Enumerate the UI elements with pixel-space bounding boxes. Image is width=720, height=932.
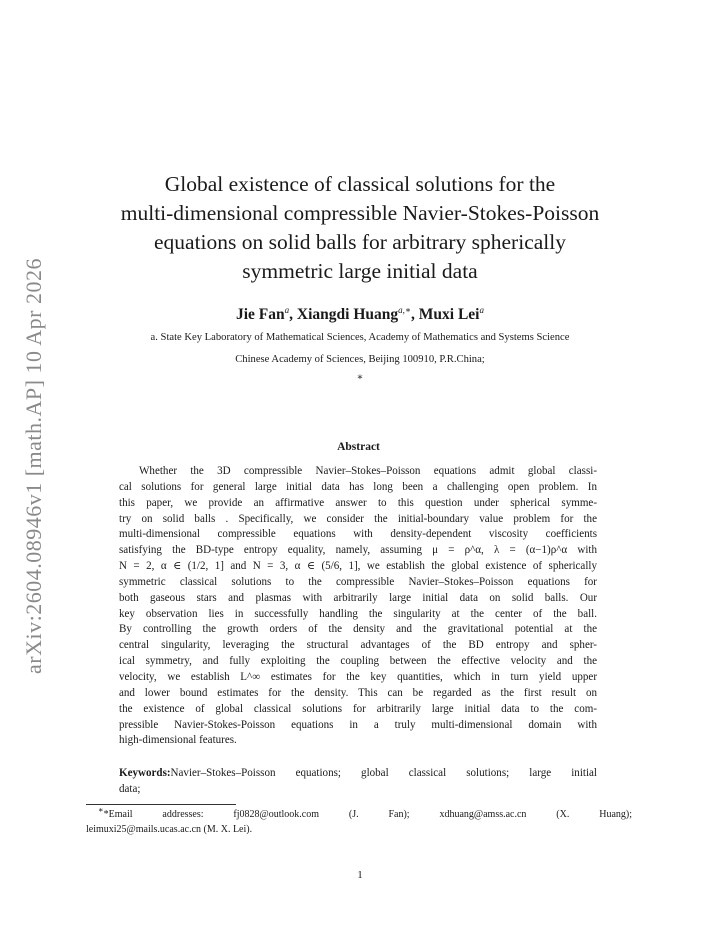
title-line: multi-dimensional compressible Navier-Stokes-Poisson: [120, 201, 600, 225]
arxiv-identifier: arXiv:2604.08946v1 [math.AP] 10 Apr 2026: [21, 258, 46, 674]
footnote-mark: ∗: [98, 805, 104, 815]
footnote-line: leimuxi25@mails.ucas.ac.cn (M. X. Lei).: [86, 823, 253, 835]
affiliation-line: a. State Key Laboratory of Mathematical Sciences, Academy of Mathematics and Systems Science: [150, 332, 570, 343]
paper-title: [80, 170, 640, 286]
abstract-line: try on solid balls . Specifically, we consider the initial-boundary value problem for the: [119, 512, 597, 525]
footnote-email-text: *Email addresses: fj0828@outlook.com (J. Fan); xdhuang@amss.ac.cn (X. Huang);: [103, 809, 632, 820]
abstract-line: both gaseous stars and plasmas with arbitrarily large initial data on solid balls. Our: [119, 591, 597, 604]
abstract-line: velocity, we establish L^∞ estimates for the key quantities, which in turn yield upper: [119, 670, 597, 683]
abstract-line: multi-dimensional compressible equations with density-dependent viscosity coefficients: [119, 528, 597, 541]
abstract-line: high-dimensional features.: [119, 734, 237, 747]
abstract-line: By controlling the growth orders of the density and the gravitational potential at the: [119, 623, 597, 636]
abstract-line: the existence of global classical solutions for arbitrarily large initial data to the com-: [119, 702, 597, 715]
author-list: [80, 306, 640, 324]
author-affil-mark: a: [284, 304, 290, 315]
abstract-line: this paper, we provide an affirmative answer to this question under spherical symme-: [119, 496, 597, 509]
abstract-heading: Abstract: [337, 441, 380, 453]
keywords-line: data;: [119, 782, 141, 795]
abstract-line: pressible Navier-Stokes-Poisson equations in a truly multi-dimensional domain with: [119, 718, 597, 731]
author-name: Muxi Lei: [418, 306, 480, 323]
abstract-body: [119, 464, 597, 749]
abstract-line: Whether the 3D compressible Navier–Stokes–Poisson equations admit global classi-: [139, 465, 597, 477]
abstract-line: symmetric classical solutions to the compressible Navier–Stokes–Poisson equations for: [119, 575, 597, 588]
abstract-line: and lower bound estimates for the density. This can be regarded as the first result on: [119, 686, 597, 699]
abstract-line: satisfying the BD-type entropy equality, namely, assuming μ = ρ^α, λ = (α−1)ρ^α with: [119, 544, 597, 557]
footnote-rule: [86, 804, 236, 805]
page-number: 1: [357, 869, 363, 881]
title-line: symmetric large initial data: [242, 259, 478, 283]
footnote-line: [86, 805, 632, 823]
abstract-line: central singularity, leveraging the structural advantages of the BD entropy and spher-: [119, 639, 597, 652]
affiliation-line: Chinese Academy of Sciences, Beijing 100910, P.R.China;: [235, 354, 485, 365]
author-affil-mark: a,∗: [398, 304, 412, 315]
abstract-line: key observation lies in successfully handling the singularity at the center of the ball.: [119, 607, 597, 620]
author-affil-mark: a: [479, 304, 484, 315]
title-line: equations on solid balls for arbitrary spherically: [154, 230, 566, 254]
abstract-line: N = 2, α ∈ (1/2, 1] and N = 3, α ∈ (5/6, 1], we establish the global existence of spherically: [119, 560, 597, 573]
title-line: Global existence of classical solutions for the: [164, 172, 556, 196]
keywords: [119, 766, 597, 798]
author-separator: ,: [289, 306, 297, 323]
keywords-text: Navier–Stokes–Poisson equations; global classical solutions; large initial: [170, 767, 597, 779]
keywords-label: Keywords:: [119, 767, 171, 779]
affiliation-star: ∗: [356, 372, 364, 383]
keywords-line: [119, 766, 597, 782]
footnote: [86, 805, 632, 837]
abstract-line: ical symmetry, and fully exploiting the coupling between the effective velocity and the: [119, 655, 597, 668]
abstract-line: cal solutions for general large initial data has long been a challenging open problem. In: [119, 480, 597, 493]
author-name: Xiangdi Huang: [296, 306, 399, 323]
author-name: Jie Fan: [236, 306, 285, 323]
author-separator: ,: [411, 306, 419, 323]
